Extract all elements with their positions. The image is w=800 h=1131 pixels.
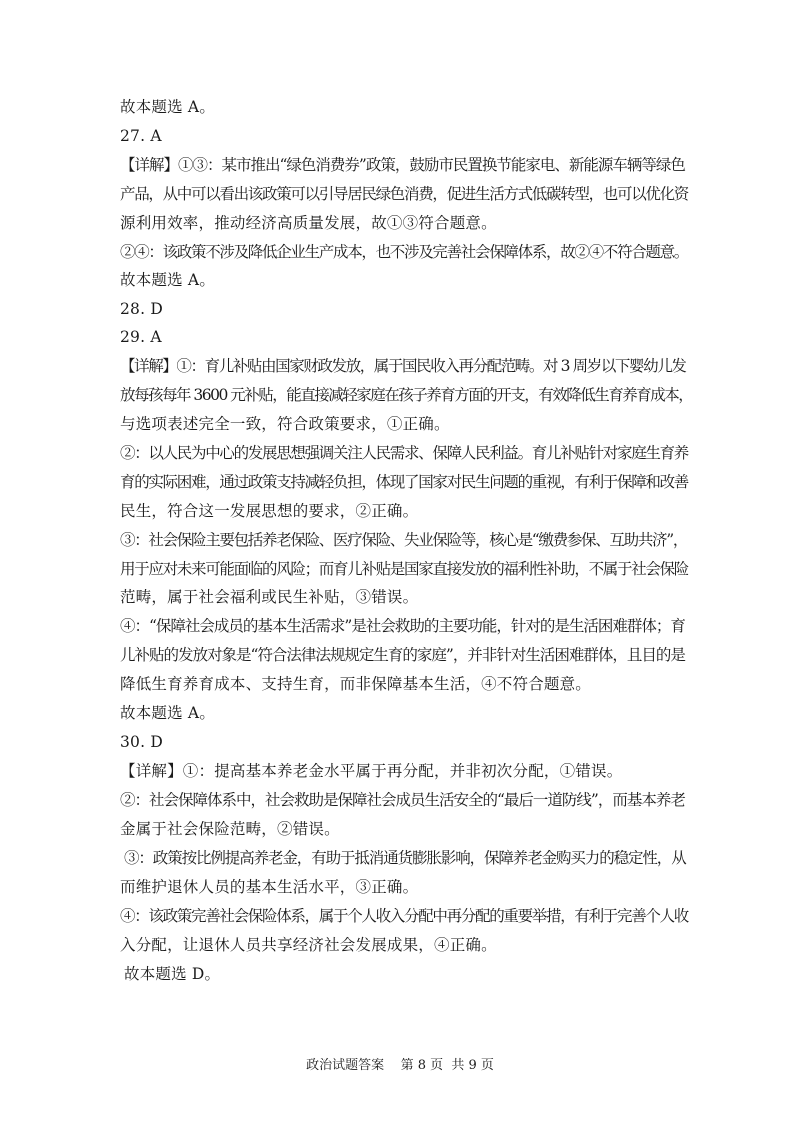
text-line: 用于应对未来可能面临的风险；而育儿补贴是国家直接发放的福利性补助，不属于社会保险 [120, 560, 689, 578]
text-line: 27. A [120, 127, 162, 145]
text-line: 入分配，让退休人员共享经济社会发展成果，④正确。 [120, 936, 497, 954]
text-line: ③：社会保险主要包括养老保险、医疗保险、失业保险等，核心是“缴费参保、互助共济”， [120, 531, 688, 549]
text-line: 28. D [120, 300, 164, 318]
text-line: ②：以人民为中心的发展思想强调关注人民需求、保障人民利益。育儿补贴针对家庭生育养 [120, 444, 689, 462]
text-line: 降低生育养育成本、支持生育，而非保障基本生活，④不符合题意。 [120, 675, 592, 693]
text-line: 故本题选 A。 [120, 704, 216, 722]
text-line: 放每孩每年 3600 元补贴，能直接减轻家庭在孩子养育方面的开支，有效降低生育养育成本， [120, 386, 693, 404]
text-line: 民生，符合这一发展思想的要求，②正确。 [120, 502, 419, 520]
text-line: ④：该政策完善社会保险体系，属于个人收入分配中再分配的重要举措，有利于完善个人收 [120, 907, 689, 925]
text-line: 故本题选 A。 [120, 271, 216, 289]
text-line: 源利用效率，推动经济高质量发展，故①③符合题意。 [120, 214, 497, 232]
text-line: 范畴，属于社会福利或民生补贴，③错误。 [120, 588, 419, 606]
text-line: 与选项表述完全一致，符合政策要求，①正确。 [120, 415, 450, 433]
text-line: 30. D [120, 733, 164, 751]
text-line: 产品，从中可以看出该政策可以引导居民绿色消费，促进生活方式低碳转型，也可以优化资 [120, 185, 689, 203]
text-line: 【详解】①：提高基本养老金水平属于再分配，并非初次分配，①错误。 [120, 762, 623, 780]
text-line: 故本题选 D。 [124, 965, 221, 983]
text-line: ③：政策按比例提高养老金，有助于抵消通货膨胀影响，保障养老金购买力的稳定性，从 [124, 849, 686, 867]
text-line: 【详解】①③：某市推出“绿色消费券”政策，鼓励市民置换节能家电、新能源车辆等绿色 [120, 156, 685, 174]
page-footer: 政治试题答案 第 8 页 共 9 页 [306, 1058, 494, 1073]
text-line: 育的实际困难，通过政策支持减轻负担，体现了国家对民生问题的重视，有利于保障和改善 [120, 473, 689, 491]
text-line: 而维护退休人员的基本生活水平，③正确。 [120, 878, 419, 896]
text-line: 金属于社会保险范畴，②错误。 [120, 820, 340, 838]
text-line: 儿补贴的发放对象是“符合法律法规规定生育的家庭”，并非针对生活困难群体，且目的是 [120, 646, 685, 664]
text-line: 故本题选 A。 [120, 98, 216, 116]
text-line: 【详解】①：育儿补贴由国家财政发放，属于国民收入再分配范畴。对 3 周岁以下婴幼儿发 [120, 357, 686, 375]
text-line: 29. A [120, 328, 162, 346]
text-line: ④：“保障社会成员的基本生活需求”是社会救助的主要功能，针对的是生活困难群体；育 [120, 617, 685, 635]
text-line: ②④：该政策不涉及降低企业生产成本，也不涉及完善社会保障体系，故②④不符合题意。 [120, 243, 689, 261]
text-line: ②：社会保障体系中，社会救助是保障社会成员生活安全的“最后一道防线”，而基本养老 [120, 791, 685, 809]
